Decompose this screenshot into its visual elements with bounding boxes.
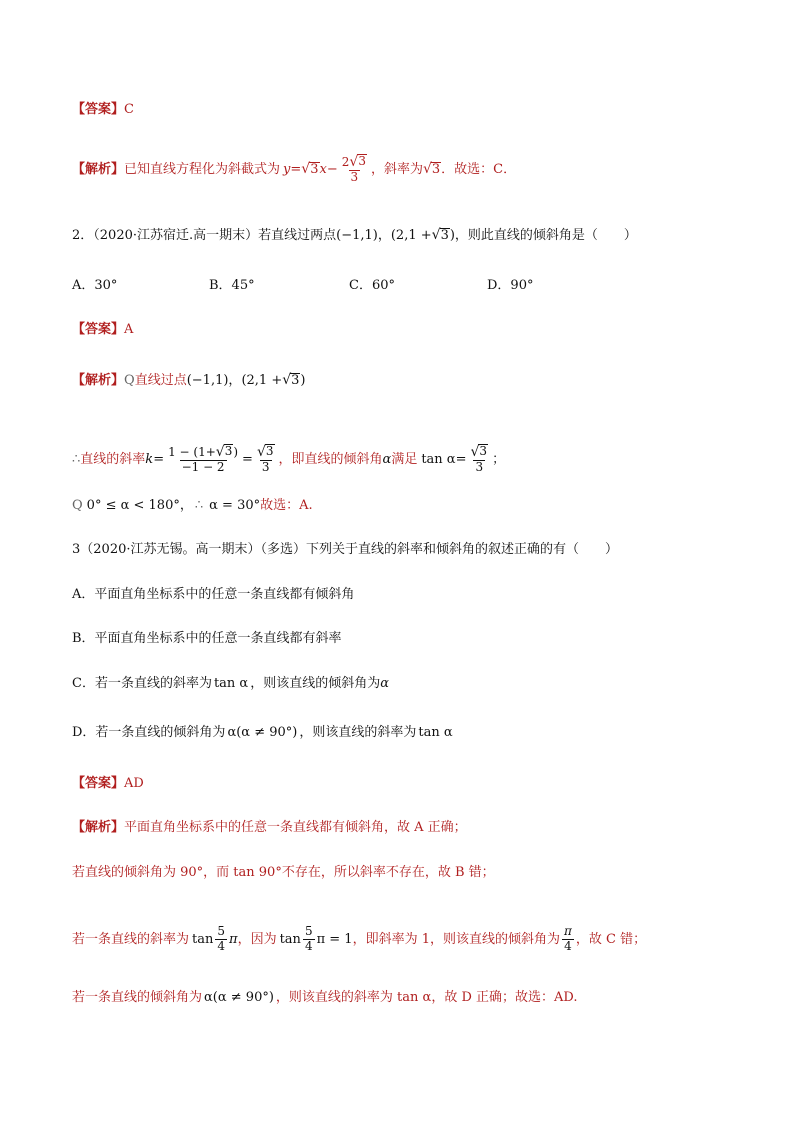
question-text: 3（2020·江苏无锡。高一期末）（多选）下列关于直线的斜率和倾斜角的叙述正确的有（ ） — [72, 542, 618, 557]
answer-value: A — [124, 322, 134, 337]
fraction: 2 √ 3 3 — [341, 154, 366, 185]
point-expression: (2,1 + √ 3 ) — [390, 227, 455, 243]
answer-value: AD — [124, 776, 144, 791]
solution-tag: 【解析】 — [72, 820, 125, 835]
solution-2c: Q 0° ≤ α < 180°， ∴ α = 30° 故选：A. — [72, 498, 313, 513]
option-a: A．平面直角坐标系中的任意一条直线都有倾斜角 — [72, 587, 355, 602]
because-symbol: Q — [72, 498, 83, 513]
solution-3a: 【解析】 平面直角坐标系中的任意一条直线都有倾斜角，故 A 正确； — [72, 820, 467, 835]
fraction: 1 − (1+ √ 3 ) −1 − 2 — [168, 444, 239, 475]
answer-value: C — [124, 102, 134, 117]
solution-tag: 【解析】 — [72, 372, 125, 388]
answer-3 — [72, 777, 734, 790]
question-3 — [72, 543, 734, 556]
option-b: B．平面直角坐标系中的任意一条直线都有斜率 — [72, 631, 342, 646]
solution-text: 已知直线方程化为斜截式为 — [124, 161, 281, 177]
sqrt: √ 3 — [422, 161, 441, 178]
therefore-symbol: ∴ — [72, 451, 81, 467]
solution-3b: 若直线的倾斜角为 90°，而 tan 90°不存在，所以斜率不存在，故 B 错； — [72, 865, 495, 880]
answer-tag: 【答案】 — [72, 776, 125, 791]
solution-2a: 【解析】 Q 直线过点 (−1,1) ， (2,1 + √ 3 ) — [72, 372, 306, 388]
option-c: C．若一条直线的斜率为 tan α ，则该直线的倾斜角为 α — [72, 676, 390, 691]
options-row — [72, 279, 734, 292]
question-text: 2．（2020·江苏宿迁.高一期末）若直线过两点 — [72, 227, 337, 243]
fraction: $\frac{\pi}{4}$ — [563, 924, 572, 953]
fraction: $\frac{5}{4}$ — [217, 924, 226, 953]
option-b: B．45° — [209, 278, 255, 293]
fraction: $\frac{5}{4}$ — [304, 924, 313, 953]
solution-tag: 【解析】 — [72, 161, 125, 177]
solution-3c: 若一条直线的斜率为 tan $\frac{5}{4}$ π ，因为 tan $\frac{5}{4}$ π = 1 ，即斜率为 1，则该直线的倾斜角为 $\frac{\pi}{4}$ ，故 C 错； — [72, 924, 647, 953]
answer-tag: 【答案】 — [72, 102, 125, 117]
sqrt: √ 3 — [301, 161, 319, 178]
solution-1: 【解析】 已知直线方程化为斜截式为 y = √ 3 x − 2 √ 3 3 ，斜率为 √ 3 ．故选：C． — [72, 154, 517, 185]
therefore-symbol: ∴ — [194, 498, 204, 513]
equation: y = √ 3 x − 2 √ 3 3 — [283, 154, 371, 185]
option-d: D．90° — [487, 278, 534, 293]
fraction: √ 3 3 — [256, 444, 274, 475]
answer-1 — [72, 103, 734, 116]
option-d: D．若一条直线的倾斜角为 α(α ≠ 90°) ，则该直线的斜率为 tan α — [72, 725, 453, 740]
answer-tag: 【答案】 — [72, 322, 125, 337]
because-symbol: Q — [124, 372, 135, 388]
solution-2b: ∴ 直线的斜率 k = 1 − (1+ √ 3 ) −1 − 2 = √ 3 3 ，即直线的倾斜角 α 满足 tan α = √ 3 3 ； — [72, 444, 506, 475]
question-2: 2．（2020·江苏宿迁.高一期末）若直线过两点 (−1,1) ， (2,1 + √ 3 ) ，则此直线的倾斜角是（ ） — [72, 227, 637, 243]
fraction: √ 3 3 — [470, 444, 488, 475]
option-c: C．60° — [349, 278, 395, 293]
point-expression: (2,1 + √ 3 ) — [241, 372, 306, 388]
solution-3d: 若一条直线的倾斜角为 α(α ≠ 90°) ，则该直线的斜率为 tan α，故 D 正确；故选：AD. — [72, 990, 578, 1005]
option-a: A．30° — [72, 278, 118, 293]
answer-2 — [72, 323, 734, 336]
